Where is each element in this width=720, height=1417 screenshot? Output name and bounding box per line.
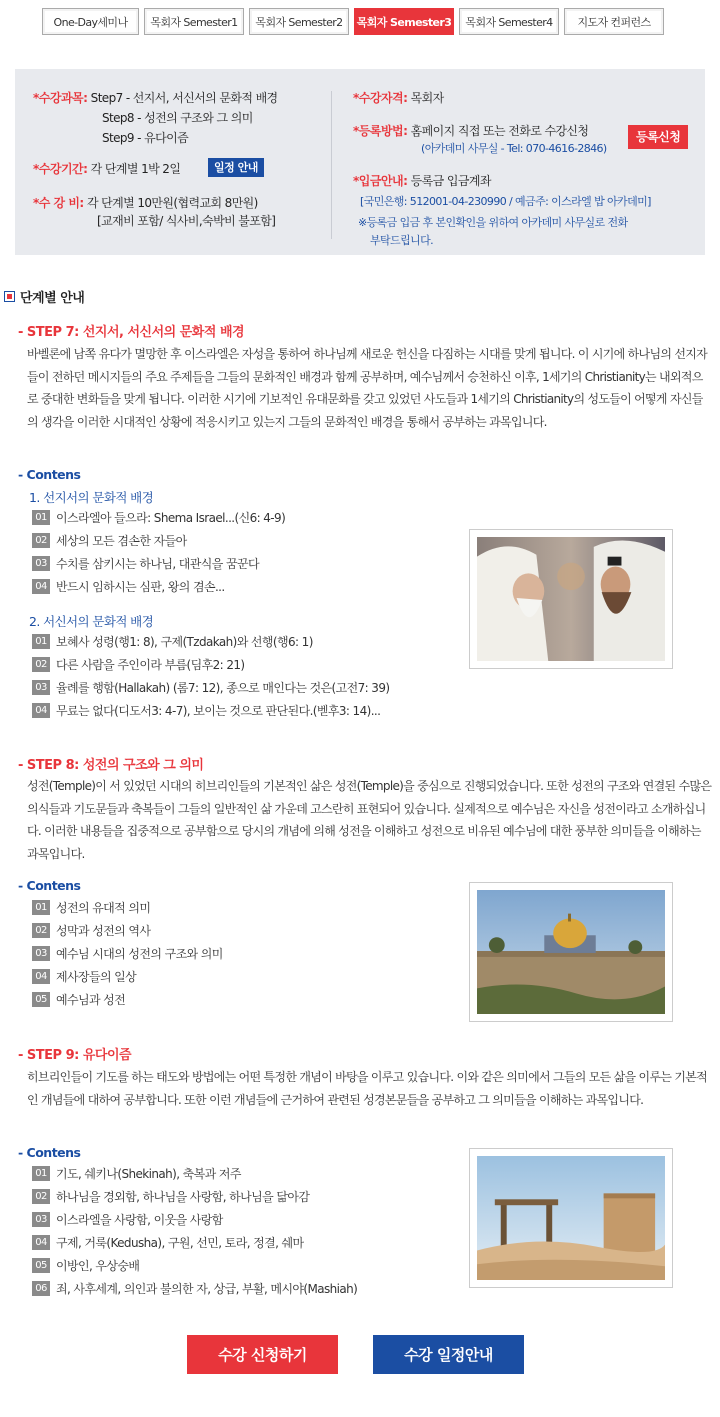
item-number: 03 bbox=[32, 556, 50, 571]
course-line-3: Step9 - 유다이즘 bbox=[102, 131, 189, 145]
item-number: 05 bbox=[32, 1258, 50, 1273]
schedule-badge[interactable]: 일정 안내 bbox=[208, 158, 264, 177]
step8-description: 성전(Temple)이 서 있었던 시대의 히브리인들의 기본적인 삶은 성전(Temple)을 중심으로 진행되었습니다. 또한 성전의 구조와 연결된 수많은 의식들과 기도문들과 축복들이 그들의 일반적인 삶 가운데 고스란히 표현되어 있습니다. 실제적으로 예수님은 자신을 성전이라고 소개하십니다. 이러한 내용들을 집중적으로 공부함으로 당시의 개념에 의해 성전을 이해하고 성전으로 비유된 예수님에 대한 풍부한 의미들을 이해하는 과목입니다. bbox=[27, 779, 712, 861]
item-number: 03 bbox=[32, 1212, 50, 1227]
step8-title: - STEP 8: 성전의 구조와 그 의미 bbox=[18, 758, 204, 773]
list-item bbox=[32, 1280, 357, 1297]
item-number: 02 bbox=[32, 1189, 50, 1204]
tab-semester3[interactable]: 목회자 Semester3 bbox=[354, 8, 454, 35]
course-line-1: Step7 - 선지서, 서신서의 문화적 배경 bbox=[90, 91, 278, 105]
step7-photo-rabbis bbox=[469, 529, 673, 669]
registration-contact: (아카데미 사무실 - Tel: 070-4616-2846) bbox=[421, 142, 607, 155]
list-item bbox=[32, 1234, 304, 1251]
item-text: 구제, 거룩(Kedusha), 구원, 선민, 토라, 정결, 쉐마 bbox=[56, 1236, 304, 1250]
step9-contens-label: - Contens bbox=[18, 1145, 81, 1160]
item-text: 무료는 없다(디도서3: 4-7), 보이는 것으로 판단된다.(벧후3: 14)... bbox=[56, 704, 381, 718]
info-divider bbox=[331, 91, 332, 239]
payment-note-1: ※등록금 입금 후 본인확인을 위하여 아카데미 사무실로 전화 bbox=[358, 216, 628, 229]
item-number: 06 bbox=[32, 1281, 50, 1296]
list-item bbox=[32, 702, 380, 719]
item-number: 01 bbox=[32, 1166, 50, 1181]
list-item bbox=[32, 945, 223, 962]
item-number: 01 bbox=[32, 510, 50, 525]
item-number: 03 bbox=[32, 680, 50, 695]
tab-semester1[interactable]: 목회자 Semester1 bbox=[144, 8, 244, 35]
step9-title: - STEP 9: 유다이즘 bbox=[18, 1048, 132, 1063]
payment-value: 등록금 입금계좌 bbox=[410, 174, 491, 188]
course-row bbox=[33, 89, 278, 106]
qualification-row bbox=[353, 89, 444, 106]
step7-description: 바벨론에 남쪽 유다가 멸망한 후 이스라엘은 자성을 통하여 하나님께 새로운 헌신을 다짐하는 시대를 맞게 됩니다. 이 시기에 하나님의 선지자들이 전하던 메시지들의 주요 주제들을 그들의 문화적인 배경과 함께 공부하며, 예수님께서 승천하신 이후, 1세기의 Christianity는 내외적으로 중대한 변화들을 맞게 됩니다. 이러한 시기에 기보적인 유대문화를 갖고 있었던 사도들과 1세기의 Christianity의 성도들이 어떻게 자신들의 생각을 이러한 시대적인 상황에 적응시키고 있는지 그들의 문화적인 배경을 통해서 공부하는 과목입니다. bbox=[27, 347, 708, 429]
fee-line-1: 각 단계별 10만원(협력교회 8만원) bbox=[86, 196, 258, 210]
list-item bbox=[32, 656, 244, 673]
list-item bbox=[32, 679, 389, 696]
item-text: 성전의 유대적 의미 bbox=[56, 901, 151, 915]
item-number: 01 bbox=[32, 634, 50, 649]
list-item bbox=[32, 899, 150, 916]
qualification-label: *수강자격: bbox=[353, 91, 408, 105]
item-text: 이방인, 우상숭배 bbox=[56, 1259, 140, 1273]
item-number: 05 bbox=[32, 992, 50, 1007]
item-number: 01 bbox=[32, 900, 50, 915]
list-item bbox=[32, 633, 313, 650]
item-text: 기도, 쉐키나(Shekinah), 축복과 저주 bbox=[56, 1167, 241, 1181]
registration-row bbox=[353, 122, 588, 139]
course-line-2: Step8 - 성전의 구조와 그 의미 bbox=[102, 111, 253, 125]
list-item bbox=[32, 1165, 241, 1182]
list-item bbox=[32, 1257, 139, 1274]
item-text: 성막과 성전의 역사 bbox=[56, 924, 151, 938]
item-text: 제사장들의 일상 bbox=[56, 970, 137, 984]
item-text: 예수님과 성전 bbox=[56, 993, 126, 1007]
period-row bbox=[33, 160, 180, 177]
apply-course-button[interactable]: 수강 신청하기 bbox=[187, 1335, 338, 1374]
item-text: 율례를 행함(Hallakah) (롬7: 12), 종으로 매인다는 것은(고전7: 39) bbox=[56, 681, 390, 695]
payment-account: [국민은행: 512001-04-230990 / 예금주: 이스라엘 밥 아카데미] bbox=[360, 195, 651, 208]
item-number: 04 bbox=[32, 969, 50, 984]
payment-row bbox=[353, 172, 491, 189]
step7-sub1-title: 1. 선지서의 문화적 배경 bbox=[29, 490, 154, 505]
list-item bbox=[32, 578, 225, 595]
step7-contens-label: - Contens bbox=[18, 467, 81, 482]
item-number: 04 bbox=[32, 579, 50, 594]
item-text: 예수님 시대의 성전의 구조와 의미 bbox=[56, 947, 223, 961]
item-number: 04 bbox=[32, 1235, 50, 1250]
item-text: 하나님을 경외함, 하나님을 사랑함, 하나님을 닮아감 bbox=[56, 1190, 310, 1204]
item-number: 02 bbox=[32, 533, 50, 548]
course-schedule-button[interactable]: 수강 일정안내 bbox=[373, 1335, 524, 1374]
step7-title: - STEP 7: 선지서, 서신서의 문화적 배경 bbox=[18, 325, 245, 340]
list-item bbox=[32, 922, 150, 939]
qualification-value: 목회자 bbox=[410, 91, 444, 105]
item-text: 다른 사람을 주인이라 부름(딤후2: 21) bbox=[56, 658, 245, 672]
item-text: 세상의 모든 겸손한 자들아 bbox=[56, 534, 187, 548]
square-bullet-icon bbox=[4, 291, 15, 302]
item-text: 반드시 임하시는 심판, 왕의 겸손... bbox=[56, 580, 225, 594]
item-text: 보혜사 성령(행1: 8), 구제(Tzdakah)와 선행(행6: 1) bbox=[56, 635, 313, 649]
register-button[interactable]: 등록신청 bbox=[628, 125, 688, 149]
fee-row bbox=[33, 194, 258, 211]
step9-description: 히브리인들이 기도를 하는 태도와 방법에는 어떤 특정한 개념이 바탕을 이루고 있습니다. 이와 같은 의미에서 그들의 모든 삶을 이루는 기본적인 개념들에 대하여 공부합니다. 또한 이런 개념들에 근거하여 관련된 성경본문들을 공부하고 그 의미들을 이해하는 과목입니다. bbox=[27, 1070, 708, 1107]
period-value: 각 단계별 1박 2일 bbox=[90, 162, 181, 176]
item-text: 이스라엘아 들으라: Shema Israel...(신6: 4-9) bbox=[56, 511, 286, 525]
tab-semester2[interactable]: 목회자 Semester2 bbox=[249, 8, 349, 35]
section-heading bbox=[4, 287, 84, 306]
item-number: 02 bbox=[32, 657, 50, 672]
list-item bbox=[32, 1188, 309, 1205]
period-label: *수강기간: bbox=[33, 162, 88, 176]
item-number: 03 bbox=[32, 946, 50, 961]
fee-label: *수 강 비: bbox=[33, 196, 84, 210]
list-item bbox=[32, 509, 285, 526]
tab-leader-conference[interactable]: 지도자 컨퍼런스 bbox=[564, 8, 664, 35]
list-item bbox=[32, 968, 136, 985]
tab-semester4[interactable]: 목회자 Semester4 bbox=[459, 8, 559, 35]
item-text: 수치를 삼키시는 하나님, 대관식을 꿈꾼다 bbox=[56, 557, 259, 571]
step8-contens-label: - Contens bbox=[18, 878, 81, 893]
payment-note-2: 부탁드립니다. bbox=[370, 234, 434, 247]
section-title: 단계별 안내 bbox=[20, 291, 85, 306]
list-item bbox=[32, 991, 125, 1008]
semester-tabs bbox=[42, 8, 664, 35]
course-label: *수강과목: bbox=[33, 91, 88, 105]
step9-photo-ancient-well bbox=[469, 1148, 673, 1288]
item-text: 이스라엘을 사랑함, 이웃을 사랑함 bbox=[56, 1213, 223, 1227]
course-info-box bbox=[15, 69, 705, 255]
list-item bbox=[32, 555, 259, 572]
tab-oneday-seminar[interactable]: One-Day세미나 bbox=[42, 8, 139, 35]
step8-photo-temple-mount bbox=[469, 882, 673, 1022]
item-text: 죄, 사후세계, 의인과 불의한 자, 상급, 부활, 메시야(Mashiah) bbox=[56, 1282, 358, 1296]
item-number: 02 bbox=[32, 923, 50, 938]
list-item bbox=[32, 532, 187, 549]
registration-value: 홈페이지 직접 또는 전화로 수강신청 bbox=[410, 124, 589, 138]
fee-line-2: [교재비 포함/ 식사비,숙박비 불포함] bbox=[97, 214, 276, 228]
payment-label: *입금안내: bbox=[353, 174, 408, 188]
step7-sub2-title: 2. 서신서의 문화적 배경 bbox=[29, 614, 154, 629]
list-item bbox=[32, 1211, 223, 1228]
registration-label: *등록방법: bbox=[353, 124, 408, 138]
item-number: 04 bbox=[32, 703, 50, 718]
